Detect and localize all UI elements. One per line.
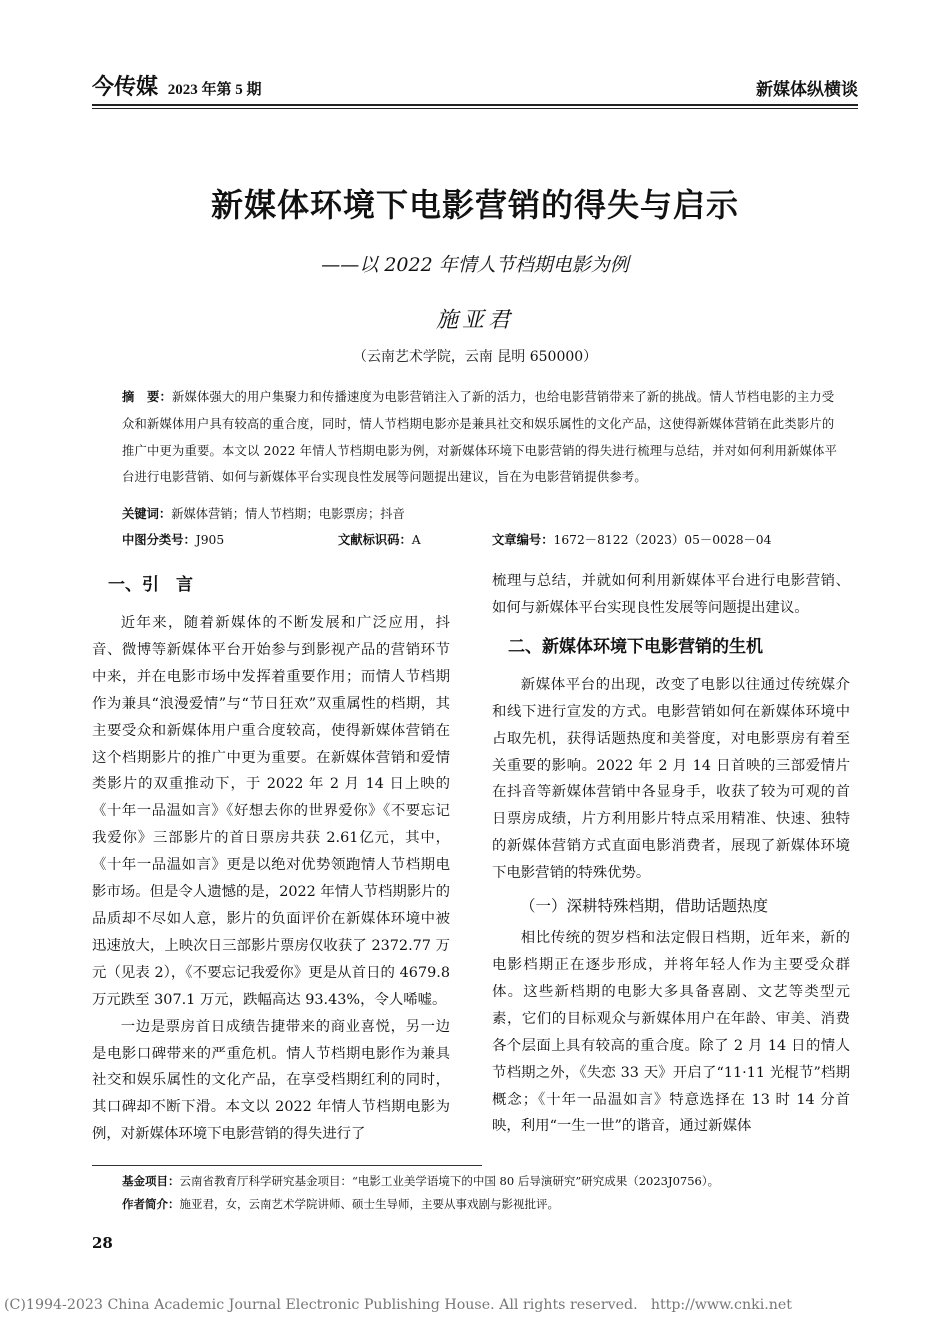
site-url: http://www.cnki.net	[650, 1297, 792, 1313]
copyright-notice: (C)1994-2023 China Academic Journal Electronic Publishing House. All rights reserved.	[4, 1297, 638, 1313]
author-bio-text: 施亚君，女，云南艺术学院讲师、硕士生导师，主要从事戏剧与影视批评。	[179, 1197, 559, 1211]
footnote-fund	[122, 1172, 838, 1190]
keywords-label: 关键词：	[122, 507, 172, 521]
abstract	[122, 384, 838, 491]
author-affiliation: （云南艺术学院，云南 昆明 650000）	[352, 349, 598, 365]
clc-value: J905	[195, 533, 225, 547]
abstract-label: 摘 要：	[122, 390, 172, 404]
body-paragraph: 一边是票房首日成绩告捷带来的商业喜悦，另一边是电影口碑带来的严重危机。情人节档期电影作为兼具社交和娱乐属性的文化产品，在享受档期红利的同时，其口碑却不断下滑。本文以 2022 年情人节档期电影为例，对新媒体环境下电影营销的得失进行了	[92, 1018, 450, 1143]
article-number-label: 文章编号：	[492, 533, 554, 547]
article-subtitle: ——以 2022 年情人节档期电影为例	[321, 254, 629, 276]
clc-number	[122, 530, 224, 550]
page-number: 28	[92, 1234, 113, 1252]
article-number-value: 1672－8122（2023）05－0028－04	[553, 533, 772, 547]
article-title: 新媒体环境下电影营销的得失与启示	[210, 186, 739, 224]
clc-label: 中图分类号：	[122, 533, 196, 547]
fund-text: 云南省教育厅科学研究基金项目：“电影工业美学语境下的中国 80 后导演研究”研究成果（2023J0756）。	[179, 1174, 720, 1188]
body-column-left	[92, 568, 450, 1148]
section-heading: 一、引 言	[108, 575, 193, 595]
author-name: 施亚君	[435, 308, 514, 333]
keywords-text: 新媒体营销；情人节档期；电影票房；抖音	[171, 507, 405, 521]
document-code	[338, 530, 421, 550]
header-rule	[92, 104, 858, 106]
subsection-heading: （一）深耕特殊档期，借助话题热度	[520, 897, 769, 916]
header-rule-thin	[92, 108, 858, 109]
journal-header	[92, 70, 261, 101]
article-number	[492, 530, 771, 550]
column-name: 新媒体纵横谈	[756, 80, 858, 100]
body-column-right	[492, 568, 850, 1140]
journal-name: 今传媒	[92, 75, 159, 100]
body-paragraph: 梳理与总结，并就如何利用新媒体平台进行电影营销、如何与新媒体平台实现良性发展等问题提出建议。	[492, 573, 850, 616]
author-bio-label: 作者简介：	[122, 1197, 180, 1211]
fund-label: 基金项目：	[122, 1174, 180, 1188]
body-paragraph: 新媒体平台的出现，改变了电影以往通过传统媒介和线下进行宣发的方式。电影营销如何在新媒体环境中占取先机，获得话题热度和美誉度，对电影票房有着至关重要的影响。2022 年 2 月 14 日首映的三部爱情片在抖音等新媒体营销中各显身手，收获了较为可观的首日票房成绩，片方利用影片特点采用精准、快速、独特的新媒体营销方式直面电影消费者，展现了新媒体环境下电影营销的特殊优势。	[492, 676, 850, 882]
abstract-text: 新媒体强大的用户集聚力和传播速度为电影营销注入了新的活力，也给电影营销带来了新的挑战。情人节档电影的主力受众和新媒体用户具有较高的重合度，同时，情人节档期电影亦是兼具社交和娱乐属性的文化产品，这使得新媒体营销在此类影片的推广中更为重要。本文以 2022 年情人节档期电影为例，对新媒体环境下电影营销的得失进行梳理与总结，并对如何利用新媒体平台进行电影营销、如何与新媒体平台实现良性发展等问题提出建议，旨在为电影营销提供参考。	[122, 390, 838, 485]
body-paragraph: 近年来，随着新媒体的不断发展和广泛应用，抖音、微博等新媒体平台开始参与到影视产品的营销环节中来，并在电影市场中发挥着重要作用；而情人节档期作为兼具“浪漫爱情”与“节日狂欢”双重属性的档期，其主要受众和新媒体用户重合度较高，使得新媒体营销在这个档期影片的推广中更为重要。在新媒体营销和爱情类影片的双重推动下，于 2022 年 2 月 14 日上映的《十年一品温如言》《好想去你的世界爱你》《不要忘记我爱你》三部影片的首日票房共获 2.61亿元，其中，《十年一品温如言》更是以绝对优势领跑情人节档期电影市场。但是令人遗憾的是，2022 年情人节档期影片的品质却不尽如人意，影片的负面评价在新媒体环境中被迅速放大，上映次日三部影片票房仅收获了 2372.77 万元（见表 2），《不要忘记我爱你》更是从首日的 4679.8 万元跌至 307.1 万元，跌幅高达 93.43%，令人唏嘘。	[92, 615, 450, 1008]
body-paragraph: 相比传统的贺岁档和法定假日档期，近年来，新的电影档期正在逐步形成，并将年轻人作为主要受众群体。这些新档期的电影大多具备喜剧、文艺等类型元素，它们的目标观众与新媒体用户在年龄、审美、消费各个层面上具有较高的重合度。除了 2 月 14 日的情人节档期之外，《失恋 33 天》开启了“11·11 光棍节”档期概念；《十年一品温如言》特意选择在 13 时 14 分首映，利用“一生一世”的谐音，通过新媒体	[492, 930, 850, 1135]
doc-code-label: 文献标识码：	[338, 533, 412, 547]
keywords	[122, 504, 838, 524]
doc-code-value: A	[411, 533, 421, 547]
footnote-author	[122, 1195, 838, 1213]
journal-issue: 2023 年第 5 期	[167, 82, 262, 98]
section-heading: 二、新媒体环境下电影营销的生机	[508, 636, 763, 657]
footnote-rule	[92, 1165, 482, 1166]
